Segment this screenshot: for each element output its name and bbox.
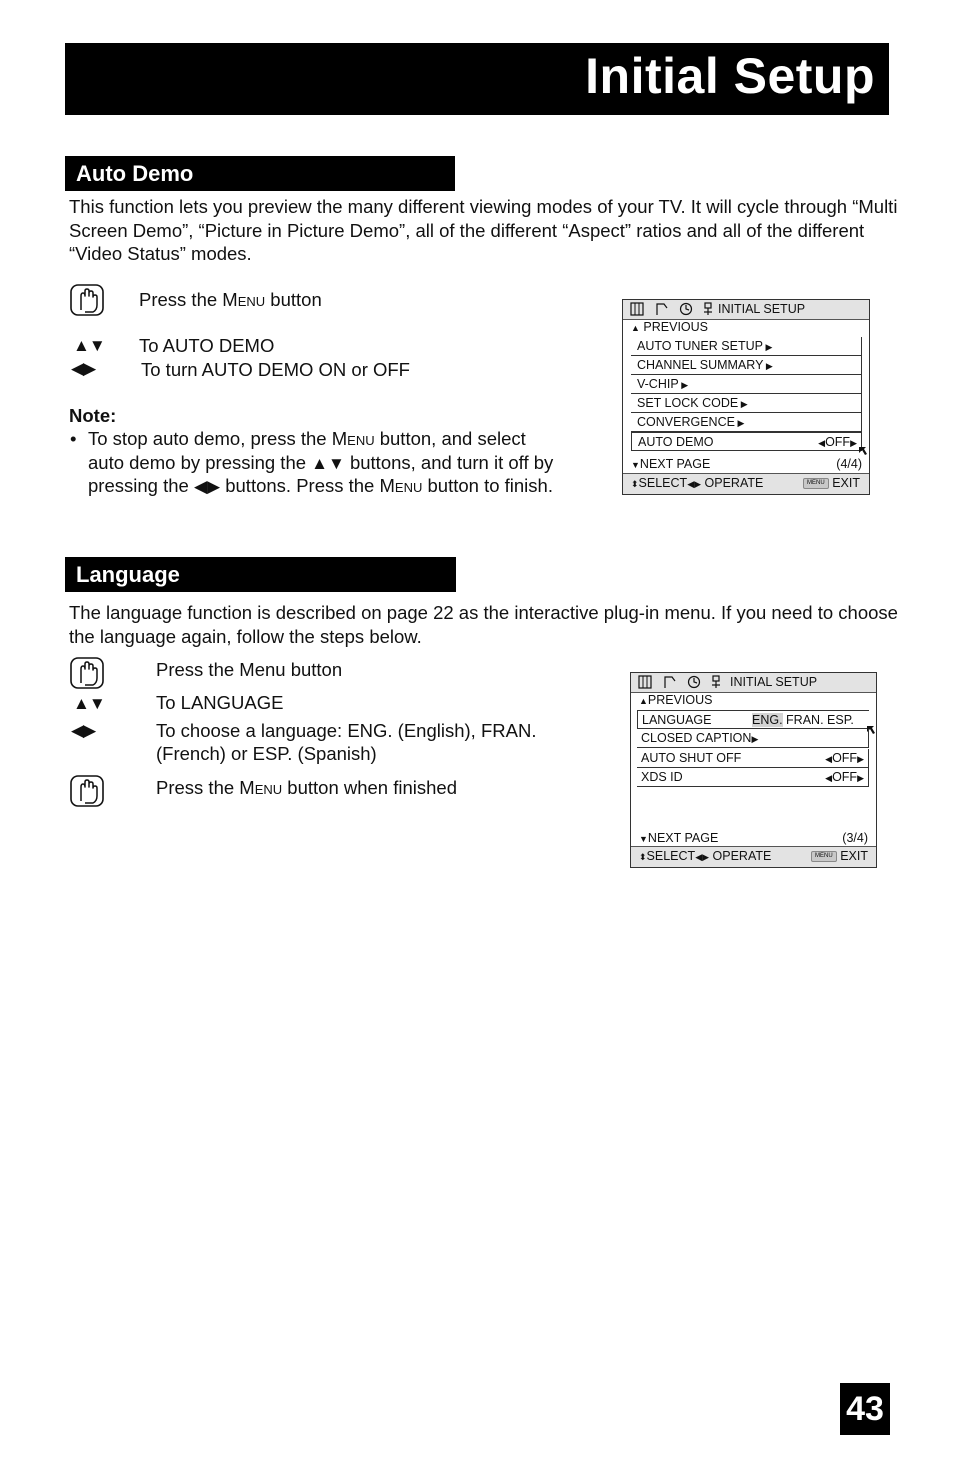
page-number: 43 [840,1383,890,1435]
language-heading: Language [65,557,456,592]
osd-item-xds-id[interactable]: XDS ID ◀OFF▶ [637,768,869,787]
hand-press-icon [69,655,105,691]
osd-header-label: INITIAL SETUP [730,675,818,689]
up-down-arrows-icon: ▲▼ [73,694,105,713]
triangle-down-icon: ▼ [631,460,640,470]
setup-icon [709,675,723,689]
triangle-up-icon: ▲ [631,323,640,333]
osd-item-closed-caption[interactable]: CLOSED CAPTION▶ [637,729,869,748]
osd-header [631,673,876,693]
osd-item-language[interactable]: LANGUAGE ENG. FRAN. ESP. [637,710,869,729]
page-title-bar [65,43,889,115]
left-right-small-icon: ◀▶ [687,479,702,489]
note-bullet: • [70,428,77,449]
osd-initial-setup-page3 [630,672,877,868]
picture-icon [630,302,644,316]
osd-footer: ⬍SELECT◀▶ OPERATE MENU EXIT [623,473,869,494]
setup-icon [701,302,715,316]
osd-header-label: INITIAL SETUP [718,302,806,316]
language-step3-line2: (French) or ESP. (Spanish) [156,743,377,764]
clock-icon [679,302,693,316]
osd-header [623,300,869,320]
up-down-small-icon: ⬍ [631,479,639,489]
auto-demo-step1: Press the Menu button [139,289,322,310]
menu-key-icon: MENU [803,478,829,489]
osd-item-auto-demo[interactable]: AUTO DEMO ◀OFF▶ [631,432,862,451]
language-step3-line1: To choose a language: ENG. (English), FRAN. [156,720,537,741]
language-step4: Press the Menu button when finished [156,777,458,798]
menu-key-icon: MENU [811,851,837,862]
hand-press-icon [69,773,105,809]
osd-page-indicator: (4/4) [836,457,862,471]
osd-item-set-lock-code[interactable]: SET LOCK CODE ▶ [631,394,862,413]
osd-initial-setup-page4 [622,299,870,495]
lang-option-fran[interactable]: FRAN. [786,713,824,727]
osd-item-channel-summary[interactable]: CHANNEL SUMMARY ▶ [631,356,862,375]
note-line-2: auto demo by pressing the ▲▼ buttons, and turn it off by [88,452,554,473]
note-heading: Note: [69,405,117,426]
left-right-arrows-icon: ◀▶ [71,721,96,740]
triangle-up-icon: ▲ [639,696,648,706]
hand-press-icon [69,282,105,318]
page-title: Initial Setup [585,48,875,104]
osd-next-page[interactable]: ▼NEXT PAGE [631,457,711,471]
osd-next-page[interactable]: ▼NEXT PAGE [639,831,719,845]
left-right-small-icon: ◀▶ [695,852,710,862]
auto-demo-step2: To AUTO DEMO [139,335,275,356]
audio-icon [663,675,677,689]
lang-option-esp[interactable]: ESP. [827,713,854,727]
osd-previous[interactable]: ▲PREVIOUS [639,693,713,707]
left-right-arrows-icon: ◀▶ [71,359,96,378]
up-down-arrows-icon: ▲▼ [73,336,105,355]
note-line-1: To stop auto demo, press the Menu button, and select [88,428,526,449]
osd-footer: ⬍SELECT◀▶ OPERATE MENU EXIT [631,846,876,867]
osd-previous[interactable]: ▲ PREVIOUS [631,320,709,334]
audio-icon [655,302,669,316]
lang-option-eng[interactable]: ENG. [752,713,783,727]
cursor-arrow-icon [858,446,868,456]
osd-item-convergence[interactable]: CONVERGENCE ▶ [631,413,862,432]
picture-icon [638,675,652,689]
clock-icon [687,675,701,689]
triangle-down-icon: ▼ [639,834,648,844]
auto-demo-heading: Auto Demo [65,156,455,191]
auto-demo-step3: To turn AUTO DEMO ON or OFF [141,359,410,380]
osd-page-indicator: (3/4) [842,831,868,845]
language-step2: To LANGUAGE [156,692,284,713]
auto-demo-intro: This function lets you preview the many different viewing modes of your TV. It will cycle through “Multi Screen Demo”, “Picture in Picture Demo”, all of the different “Aspect” ratios and all of the different “Video Status” modes. [69,196,898,264]
note-line-3: pressing the ◀▶ buttons. Press the Menu button to finish. [88,475,553,496]
osd-item-v-chip[interactable]: V-CHIP ▶ [631,375,862,394]
language-step1: Press the Menu button [156,659,343,680]
up-down-small-icon: ⬍ [639,852,647,862]
osd-item-auto-tuner-setup[interactable]: AUTO TUNER SETUP ▶ [631,337,862,356]
osd-item-auto-shut-off[interactable]: AUTO SHUT OFF ◀OFF▶ [637,749,869,768]
language-intro: The language function is described on page 22 as the interactive plug-in menu. If you need to choose the language again, follow the steps below. [69,602,898,647]
